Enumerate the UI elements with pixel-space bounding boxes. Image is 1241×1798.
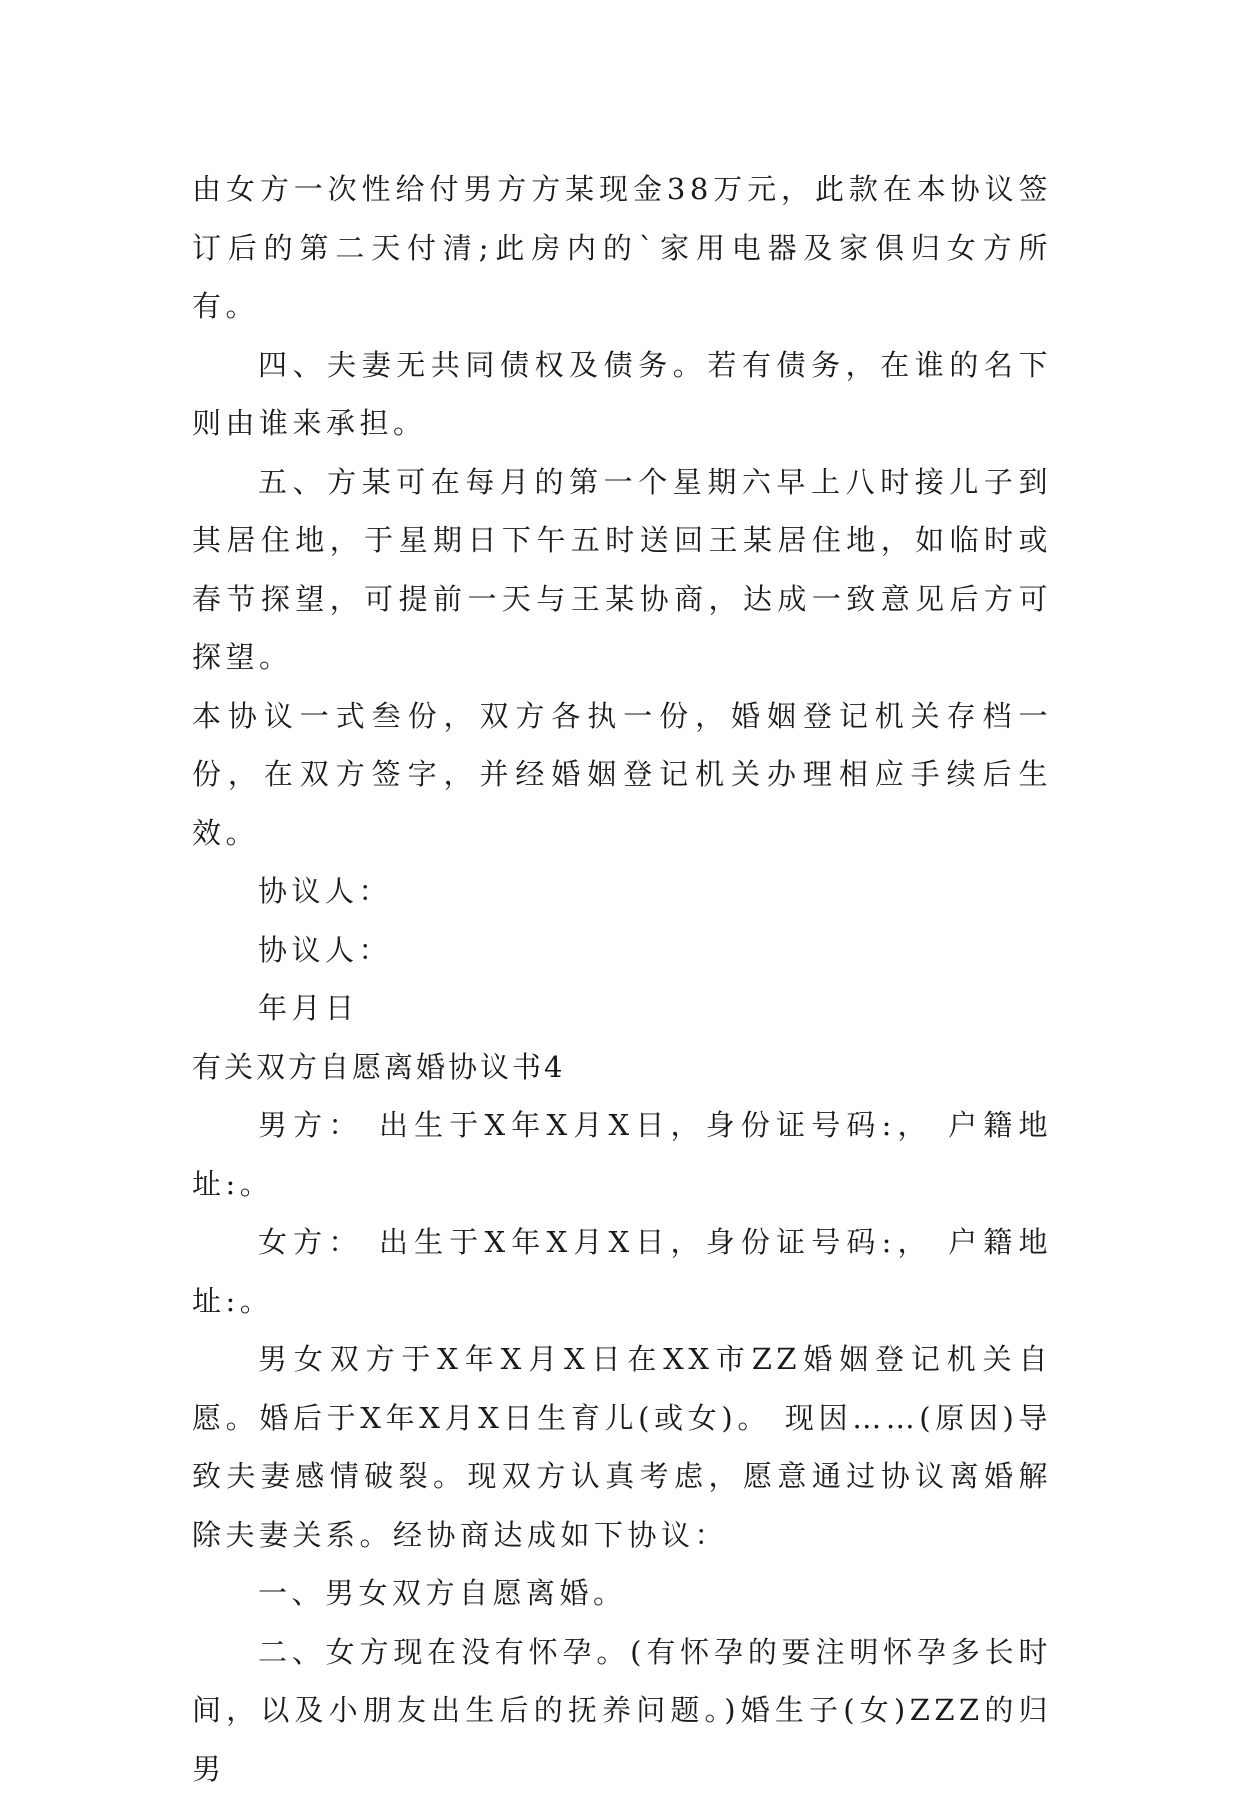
document-body	[192, 160, 1052, 1798]
paragraph-payment: 由女方一次性给付男方方某现金38万元，此款在本协议签订后的第二天付清;此房内的`家用电器及家俱归女方所有。	[192, 160, 1052, 336]
clause-1: 一、男女双方自愿离婚。	[192, 1564, 1052, 1623]
paragraph-debts: 四、夫妻无共同债权及债务。若有债务，在谁的名下则由谁来承担。	[192, 336, 1052, 453]
signature-line-1: 协议人：	[192, 862, 1052, 921]
paragraph-marriage-background: 男女双方于X年X月X日在XX市ZZ婚姻登记机关自愿。婚后于X年X月X日生育儿(或女)。 现因……(原因)导致夫妻感情破裂。现双方认真考虑，愿意通过协议离婚解除夫妻关系。经协商达成如下协议：	[192, 1330, 1052, 1564]
paragraph-visitation: 五、方某可在每月的第一个星期六早上八时接儿子到其居住地，于星期日下午五时送回王某居住地，如临时或春节探望，可提前一天与王某协商，达成一致意见后方可探望。	[192, 453, 1052, 687]
signature-line-2: 协议人：	[192, 921, 1052, 980]
date-line: 年月日	[192, 979, 1052, 1038]
paragraph-wife-info: 女方： 出生于X年X月X日，身份证号码:， 户籍地址:。	[192, 1213, 1052, 1330]
section-title: 有关双方自愿离婚协议书4	[192, 1038, 1052, 1097]
paragraph-husband-info: 男方： 出生于X年X月X日，身份证号码:， 户籍地址:。	[192, 1096, 1052, 1213]
paragraph-copies: 本协议一式叁份，双方各执一份，婚姻登记机关存档一份，在双方签字，并经婚姻登记机关办理相应手续后生效。	[192, 687, 1052, 863]
clause-2: 二、女方现在没有怀孕。(有怀孕的要注明怀孕多长时间，以及小朋友出生后的抚养问题。)婚生子(女)ZZZ的归男	[192, 1623, 1052, 1798]
